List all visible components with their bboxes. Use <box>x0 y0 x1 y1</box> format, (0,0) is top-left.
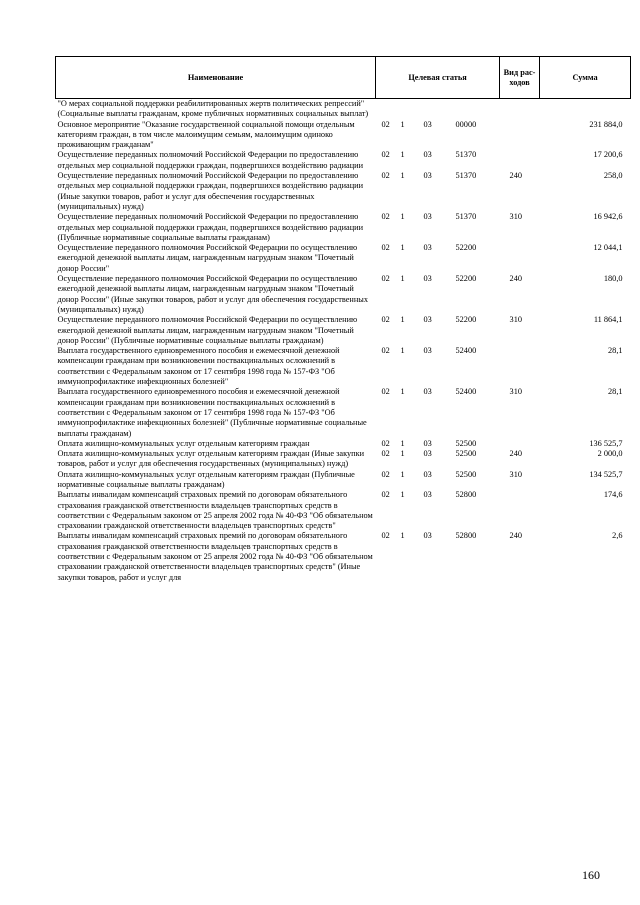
table-row <box>56 243 631 274</box>
cell-expense-type <box>500 99 540 120</box>
header-name: Наименование <box>56 57 376 99</box>
cell-sum: 2 000,0 <box>597 449 623 459</box>
header-sum: Сумма <box>540 57 631 99</box>
cell-subprogram: 1 <box>400 469 405 479</box>
document-page <box>55 56 630 583</box>
cell-main-activity: 03 <box>423 119 432 129</box>
table-row <box>56 439 631 449</box>
cell-program: 02 <box>381 346 390 356</box>
cell-subprogram: 1 <box>400 531 405 541</box>
cell-subprogram: 1 <box>400 150 405 160</box>
cell-name: Осуществление переданных полномочий Российской Федерации по предоставлению отдельных мер социальной поддержки граждан, подвергшихся воздействию радиации (Иные закупки товаров, работ и услуг для обеспечения государственных (муниципальных) нужд) <box>57 171 364 211</box>
cell-main-activity: 03 <box>423 346 432 356</box>
cell-subprogram: 1 <box>400 274 405 284</box>
cell-program: 02 <box>381 387 390 397</box>
cell-expense-type <box>500 120 540 151</box>
cell-name: Выплата государственного единовременного пособия и ежемесячной денежной компенсации гражданам при возникновении поствакцинальных осложнений в соответствии с Федеральным законом от 17 сентября 1998 года № 157-ФЗ "Об иммунопрофилактике инфекционных болезней" <box>57 346 340 387</box>
cell-direction: 52200 <box>455 274 477 284</box>
table-row <box>56 531 631 582</box>
cell-direction: 52400 <box>455 346 477 356</box>
cell-sum: 258,0 <box>603 171 623 181</box>
cell-sum: 12 044,1 <box>593 243 623 253</box>
cell-expense-type: 310 <box>509 387 522 397</box>
cell-sum: 28,1 <box>608 387 623 397</box>
cell-program: 02 <box>381 531 390 541</box>
cell-expense-type: 310 <box>509 315 522 325</box>
cell-sum: 136 525,7 <box>589 438 623 448</box>
cell-subprogram: 1 <box>400 387 405 397</box>
cell-subprogram: 1 <box>400 212 405 222</box>
cell-main-activity: 03 <box>423 315 432 325</box>
cell-program: 02 <box>381 119 390 129</box>
cell-direction: 52400 <box>455 387 477 397</box>
cell-expense-type <box>500 243 540 274</box>
table-header <box>56 57 631 99</box>
cell-subprogram: 1 <box>400 243 405 253</box>
table-row <box>56 274 631 315</box>
table-row <box>56 346 631 387</box>
cell-direction: 52200 <box>455 243 477 253</box>
cell-main-activity: 03 <box>423 531 432 541</box>
cell-program: 02 <box>381 150 390 160</box>
cell-name: Оплата жилищно-коммунальных услуг отдельным категориям граждан (Публичные нормативные социальные выплаты гражданам) <box>57 469 355 489</box>
cell-program: 02 <box>381 171 390 181</box>
table-row <box>56 99 631 120</box>
cell-direction: 00000 <box>455 119 477 129</box>
header-target: Целевая статья <box>376 57 500 99</box>
cell-program: 02 <box>381 212 390 222</box>
cell-main-activity: 03 <box>423 490 432 500</box>
table-row <box>56 387 631 438</box>
cell-name: Основное мероприятие "Оказание государственной социальной помощи отдельным категориям граждан, в том числе малоимущим семьям, малоимущим одиноко проживающим гражданам" <box>57 119 355 150</box>
cell-main-activity: 03 <box>423 449 432 459</box>
budget-table <box>55 56 631 583</box>
table-row <box>56 449 631 470</box>
cell-name: Выплаты инвалидам компенсаций страховых премий по договорам обязательного страхования гражданской ответственности владельцев транспортных средств в соответствии с Федеральным законом от 25 апреля 2002 года № 40-ФЗ "Об обязательном страховании гражданской ответственности владельцев транспортных средств" <box>57 490 373 531</box>
cell-expense-type <box>500 346 540 387</box>
cell-sum <box>540 99 631 120</box>
cell-program: 02 <box>381 438 390 448</box>
cell-name: Осуществление переданного полномочия Российской Федерации по осуществлению ежегодной денежной выплаты лицам, награжденным нагрудным знаком "Почетный донор России" (Иные закупки товаров, работ и услуг для обеспечения государственных (муниципальных) нужд) <box>57 274 368 314</box>
table-row <box>56 490 631 531</box>
header-expense-type: Вид рас-ходов <box>500 57 540 99</box>
cell-main-activity: 03 <box>423 469 432 479</box>
cell-direction: 52200 <box>455 315 477 325</box>
cell-direction: 52500 <box>455 469 477 479</box>
cell-program: 02 <box>381 490 390 500</box>
cell-sum: 11 864,1 <box>593 315 623 325</box>
table-row <box>56 470 631 491</box>
cell-main-activity: 03 <box>423 274 432 284</box>
cell-name: Выплата государственного единовременного пособия и ежемесячной денежной компенсации гражданам при возникновении поствакцинальных осложнений в соответствии с Федеральным законом от 17 сентября 1998 года № 157-ФЗ "Об иммунопрофилактике инфекционных болезней" (Публичные нормативные социальные выплаты гражданам) <box>57 387 367 438</box>
cell-subprogram: 1 <box>400 490 405 500</box>
cell-sum: 16 942,6 <box>593 212 623 222</box>
cell-subprogram <box>396 99 420 120</box>
cell-program <box>376 99 396 120</box>
cell-main-activity: 03 <box>423 387 432 397</box>
table-body <box>56 99 631 583</box>
cell-main-activity: 03 <box>423 438 432 448</box>
table-row <box>56 120 631 151</box>
cell-program: 02 <box>381 315 390 325</box>
cell-subprogram: 1 <box>400 346 405 356</box>
cell-sum: 134 525,7 <box>589 469 623 479</box>
cell-main-activity <box>420 99 452 120</box>
cell-name: Осуществление переданных полномочий Российской Федерации по предоставлению отдельных мер социальной поддержки граждан, подвергшихся воздействию радиации <box>57 150 364 170</box>
cell-sum: 231 884,0 <box>589 119 623 129</box>
cell-main-activity: 03 <box>423 212 432 222</box>
cell-subprogram: 1 <box>400 315 405 325</box>
cell-main-activity: 03 <box>423 243 432 253</box>
cell-expense-type <box>500 439 540 449</box>
cell-sum: 28,1 <box>608 346 623 356</box>
cell-name: Оплата жилищно-коммунальных услуг отдельным категориям граждан (Иные закупки товаров, работ и услуг для обеспечения государственных (муниципальных) нужд) <box>57 449 365 469</box>
cell-name: Осуществление переданных полномочий Российской Федерации по предоставлению отдельных мер социальной поддержки граждан, подвергшихся воздействию радиации (Публичные нормативные социальные выплаты гражданам) <box>57 212 364 242</box>
cell-program: 02 <box>381 449 390 459</box>
cell-expense-type: 240 <box>509 449 522 459</box>
cell-expense-type <box>500 150 540 171</box>
cell-expense-type: 240 <box>509 171 522 181</box>
cell-sum: 174,6 <box>603 490 623 500</box>
cell-subprogram: 1 <box>400 119 405 129</box>
cell-direction: 51370 <box>455 212 477 222</box>
cell-expense-type <box>500 490 540 531</box>
cell-subprogram: 1 <box>400 449 405 459</box>
cell-direction: 52500 <box>455 438 477 448</box>
table-row <box>56 212 631 243</box>
cell-sum: 17 200,6 <box>593 150 623 160</box>
cell-direction: 52500 <box>455 449 477 459</box>
cell-subprogram: 1 <box>400 438 405 448</box>
cell-direction <box>452 99 500 120</box>
page-number: 160 <box>582 868 600 882</box>
cell-expense-type: 240 <box>509 531 522 541</box>
cell-program: 02 <box>381 469 390 479</box>
cell-expense-type: 310 <box>509 469 522 479</box>
cell-main-activity: 03 <box>423 150 432 160</box>
cell-direction: 51370 <box>455 171 477 181</box>
cell-sum: 2,6 <box>612 531 623 541</box>
table-row <box>56 171 631 212</box>
cell-program: 02 <box>381 274 390 284</box>
cell-program: 02 <box>381 243 390 253</box>
cell-direction: 52800 <box>455 490 477 500</box>
cell-name: Осуществление переданного полномочия Российской Федерации по осуществлению ежегодной денежной выплаты лицам, награжденным нагрудным знаком "Почетный донор России" (Публичные нормативные социальные выплаты гражданам) <box>57 315 358 345</box>
cell-name: Осуществление переданного полномочия Российской Федерации по осуществлению ежегодной денежной выплаты лицам, награжденным нагрудным знаком "Почетный донор России" <box>57 243 358 273</box>
table-row <box>56 315 631 346</box>
cell-direction: 51370 <box>455 150 477 160</box>
cell-sum: 180,0 <box>603 274 623 284</box>
cell-expense-type: 240 <box>509 274 522 284</box>
cell-direction: 52800 <box>455 531 477 541</box>
cell-name: Выплаты инвалидам компенсаций страховых премий по договорам обязательного страхования гражданской ответственности владельцев транспортных средств в соответствии с Федеральным законом от 25 апреля 2002 года № 40-ФЗ "Об обязательном страховании гражданской ответственности владельцев транспортных средств" (Иные закупки товаров, работ и услуг для <box>57 531 373 582</box>
cell-subprogram: 1 <box>400 171 405 181</box>
cell-name: Оплата жилищно-коммунальных услуг отдельным категориям граждан <box>57 438 310 448</box>
cell-expense-type: 310 <box>509 212 522 222</box>
table-row <box>56 150 631 171</box>
cell-name: "О мерах социальной поддержки реабилитированных жертв политических репрессий" (Социальные выплаты гражданам, кроме публичных нормативных социальных выплат) <box>57 99 369 119</box>
cell-main-activity: 03 <box>423 171 432 181</box>
